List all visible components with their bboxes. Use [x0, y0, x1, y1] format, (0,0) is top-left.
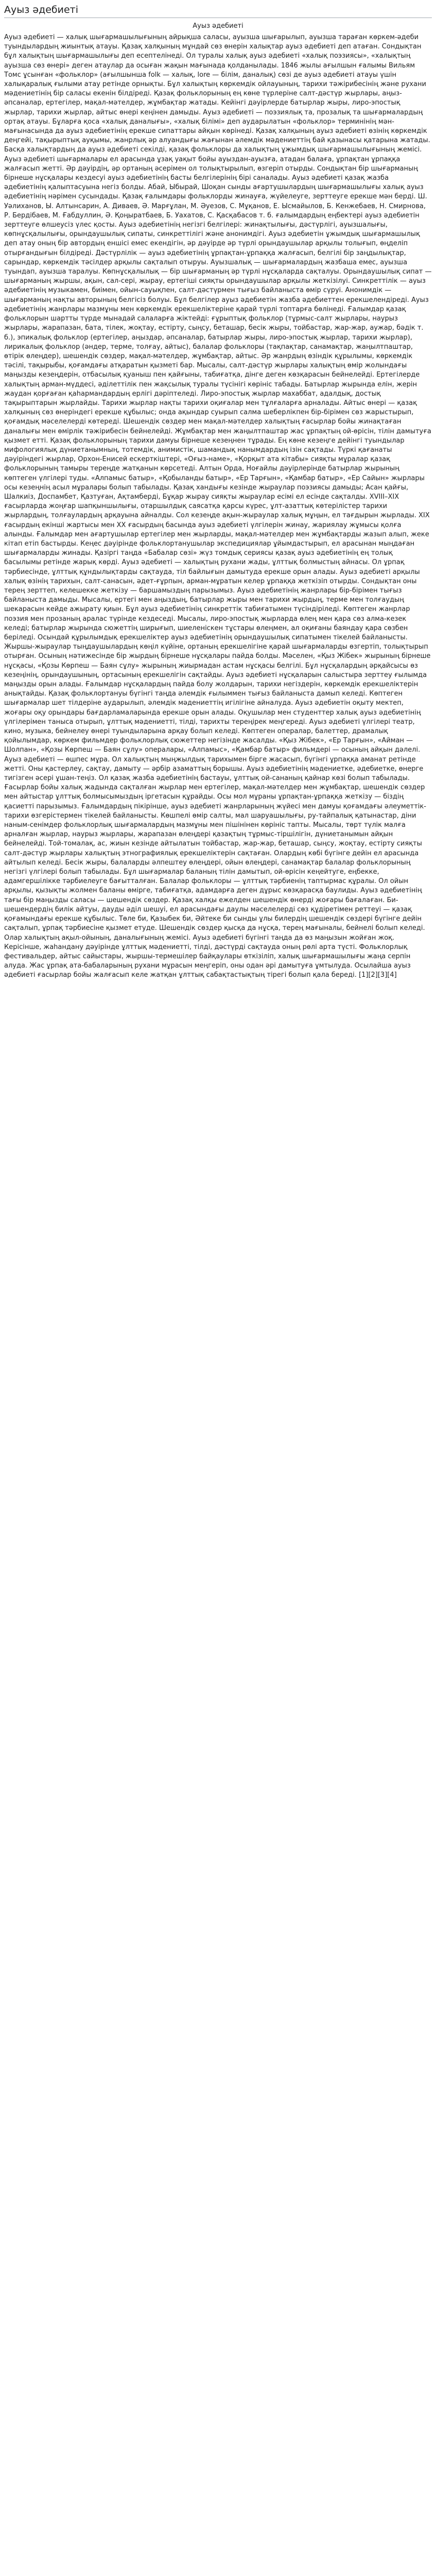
- article-paragraph: Ауыз әдебиеті — халық шығармашылығының айрықша саласы, ауызша шығарылып, ауызша тараған көркем-әдеби туындылардың жиынтық атауы. Қазақ халқының мұндай сөз өнерін халықтар ауыз әдебиеті деп атаған. Сондықтан бұл халықтың шығармашылығы деп есептелінеді. Ол туралы халық ауыз әдебиеті «халық поэзиясы», «халықтың ауызша сөз өнері» деген атаулар да осыған жақын мағынада қолданылады. 1846 жылы ағылшын ғалымы Вильям Томс ұсынған «фольклор» (ағылшынша folk — халық, lore — білім, даналық) сөзі де ауыз әдебиеті атауы үшін халықаралық ғылыми атау ретінде орнықты. Бұл халықтың көркемдік ойлауының, тарихи тәжірибесінің және рухани мәдениетінің бір саласы екенін білдіреді. Қазақ фольклорының ең көне түрлеріне салт-дәстүр жырлары, аңыз-әпсаналар, ертегілер, мақал-мәтелдер, жұмбақтар жатады. Кейінгі дәуірлерде батырлар жыры, лиро-эпостық жырлар, тарихи жырлар, айтыс өнері кеңінен дамыды. Ауыз әдебиеті — поэзиялық та, прозалық та шығармалардың ортақ атауы. Бұларға қоса «халық даналығы», «халық білімі» деп аударылатын «фольклор» терминінің мән-мағынасында да ауыз әдебиетінің ерекше сипаттары айқын көрінеді. Қазақ халқының ауыз әдебиеті өзінің көркемдік деңгейі, тақырыптық ауқымы, жанрлық әр алуандығы жағынан әлемдік мәдениеттің бай қазынасы қатарына жатады. Басқа халықтардың да ауыз әдебиеті секілді, қазақ фольклоры да халықтың ұжымдық шығармашылығының жемісі. Ауыз әдебиеті шығармалары ел арасында ұзақ уақыт бойы ауыздан-ауызға, атадан балаға, ұрпақтан ұрпаққа жалғасып жетті. Әр дәуірдің, әр ортаның әсерімен ол толықтырылып, өзгеріп отырды. Сондықтан бір шығарманың бірнеше нұсқалары кездесуі ауыз әдебиетінің басты белгілерінің бірі саналады. Ауыз әдебиеті қазақ жазба әдебиетінің қалыптасуына негіз болды. Абай, Ыбырай, Шоқан сынды ағартушылардың шығармашылығы халық ауыз әдебиетінің нәрімен сусындады. Қазақ ғалымдары фольклорды жинауға, жүйелеуге, зерттеуге ерекше мән берді. Ш. Уәлиханов, Ы. Алтынсарин, А. Диваев, Ә. Марғұлан, М. Әуезов, С. Мұқанов, Е. Ысмайылов, Б. Кенжебаев, Н. Смирнова, Р. Бердібаев, М. Ғабдуллин, Ә. Қоңыратбаев, Б. Уахатов, С. Қасқабасов т. б. ғалымдардың еңбектері ауыз әдебиетін зерттеуге өлшеусіз үлес қосты. Ауыз әдебиетінің негізгі белгілері: жинақтылығы, дәстүрлігі, ауызшалығы, көпнұсқалылығы, орындаушылық сипаты, синкреттілігі және анонимдігі. Ауыз әдебиетін ұжымдық шығармашылық деп атау оның бір автордың еншісі емес екендігін, әр дәуірде әр түрлі орындаушылар арқылы толығып, өңделіп отырғандығын білдіреді. Дәстүрлілік — ауыз әдебиетінің ұрпақтан-ұрпаққа жалғасып, белгілі бір заңдылықтар, сарындар, көркемдік тәсілдер арқылы сақталып отыруы. Ауызшалық — шығармалардың жазбаша емес, ауызша туындап, ауызша таралуы. Көпнұсқалылық — бір шығарманың әр түрлі нұсқаларда сақталуы. Орындаушылық сипат — шығарманың жыршы, ақын, сал-сері, жырау, ертегіші сияқты орындаушылар арқылы жеткізілуі. Синкреттілік — ауыз әдебиетінің музыкамен, биімен, ойын-сауықпен, салт-дәстүрмен тығыз байланыста өмір сүруі. Анонимдік — шығарманың нақты авторының белгісіз болуы. Бұл белгілер ауыз әдебиетін жазба әдебиеттен ерекшелендіреді. Ауыз әдебиетінің жанрлары мазмұны мен көркемдік ерекшеліктеріне қарай түрлі топтарға бөлінеді. Ғалымдар қазақ фольклорын шартты түрде мынадай салаларға жіктейді: ғұрыптық фольклор (тұрмыс-салт жырлары, наурыз жырлары, жарапазан, бата, тілек, жоқтау, естірту, сыңсу, беташар, бесік жыры, тойбастар, жар-жар, аужар, бәдік т. б.), эпикалық фольклор (ертегілер, аңыздар, әпсаналар, батырлар жыры, лиро-эпостық жырлар, тарихи жырлар), лирикалық фольклор (әндер, терме, толғау, айтыс), балалар фольклоры (тақпақтар, санамақтар, жаңылтпаштар, өтірік өлеңдер), шешендік сөздер, мақал-мәтелдер, жұмбақтар, айтыс. Әр жанрдың өзіндік құрылымы, көркемдік тәсілі, тақырыбы, қоғамдағы атқаратын қызметі бар. Мысалы, салт-дәстүр жырлары халықтың өмір жолындағы маңызды кезеңдерін, отбасылық қуаныш пен қайғыны, табиғатқа, дінге деген көзқарасын бейнелейді. Ертегілерде халықтың арман-мүддесі, әділеттілік пен жақсылық туралы түсінігі көрініс табады. Батырлар жырында елін, жерін жаудан қорғаған қаһармандардың ерлігі дәріптеледі. Лиро-эпостық жырлар махаббат, адалдық, достық тақырыптарын жырлайды. Тарихи жырлар нақты тарихи оқиғалар мен тұлғаларға арналады. Айтыс өнері — қазақ халқының сөз өнеріндегі ерекше құбылыс; онда ақындар суырып салма шеберлікпен бір-бірімен сөз жарыстырып, қоғамдық мәселелерді көтереді. Шешендік сөздер мен мақал-мәтелдер халықтың ғасырлар бойы жинақтаған даналығы мен өмірлік тәжірибесін бейнелейді. Жұмбақтар мен жаңылтпаштар жас ұрпақтың ой-өрісін, тілін дамытуға қызмет етті. Қазақ фольклорының тарихи дамуы бірнеше кезеңнен тұрады. Ең көне кезеңге дейінгі туындылар мифологиялық дүниетанымның, тотемдік, анимистік, шамандық нанымдардың ізін сақтады. Түркі қағанаты дәуіріндегі жырлар, Орхон-Енисей ескерткіштері, «Оғыз-наме», «Қорқыт ата кітабы» сияқты мұралар қазақ фольклорының тамыры тереңде жатқанын көрсетеді. Алтын Орда, Ноғайлы дәуірлерінде батырлар жырының көптеген үлгілері туды. «Алпамыс батыр», «Қобыланды батыр», «Ер Тарғын», «Қамбар батыр», «Ер Сайын» жырлары осы кезеңнің асыл мұралары болып табылады. Қазақ хандығы кезінде жыраулар поэзиясы дамыды; Асан қайғы, Шалкиіз, Доспамбет, Қазтуған, Ақтамберді, Бұқар жырау сияқты жыраулар есімі ел есінде сақталды. XVIII–XIX ғасырларда жоңғар шапқыншылығы, отаршылдық саясатқа қарсы күрес, ұлт-азаттық көтерілістер тарихи жырлардың, толғаулардың арқауына айналды. Сол кезеңде ақын-жыраулар халық мұңын, ел тағдырын жырлады. XIX ғасырдың екінші жартысы мен XX ғасырдың басында ауыз әдебиеті үлгілерін жинау, жариялау жұмысы қолға алынды. Ғалымдар мен ағартушылар ертегілер мен жырларды, мақал-мәтелдер мен жұмбақтарды жазып алып, жеке кітап етіп бастырды. Кеңес дәуірінде фольклортанушылар экспедициялар ұйымдастырып, ел арасынан мыңдаған шығармаларды жинады. Қазіргі таңда «Бабалар сөзі» жүз томдық сериясы қазақ ауыз әдебиетінің ең толық басылымы ретінде жарық көрді. Ауыз әдебиеті — халықтың рухани жады, ұлттық болмыстың айнасы. Ол ұрпақ тәрбиесінде, ұлттық құндылықтарды сақтауда, тіл байлығын дамытуда ерекше орын алады. Ауыз әдебиеті арқылы халық өзінің тарихын, салт-санасын, әдет-ғұрпын, арман-мұратын келер ұрпаққа жеткізіп отырды. Сондықтан оны терең зерттеп, келешекке жеткізу — баршамыздың парызымыз. Ауыз әдебиетінің жанрлары бір-бірімен тығыз байланыста дамыды. Мысалы, ертегі мен аңыздың, батырлар жыры мен тарихи жырдың, терме мен толғаудың шекарасын кейде ажырату қиын. Бұл ауыз әдебиетінің синкреттік табиғатымен түсіндіріледі. Көптеген жанрлар поэзия мен прозаның аралас түрінде кездеседі. Мысалы, лиро-эпостық жырларда өлең мен қара сөз алма-кезек келеді; батырлар жырында сюжеттің ширығып, шиеленіскен тұстары өлеңмен, ал оқиғаны баяндау қара сөзбен беріледі. Осындай құрылымдық ерекшеліктер ауыз әдебиетінің орындаушылық сипатымен тікелей байланысты. Жыршы-жыраулар тыңдаушылардың көңіл күйіне, ортаның ерекшелігіне қарай шығармаларды өзгертіп, толықтырып отырған. Осының нәтижесінде бір жырдың бірнеше нұсқалары пайда болды. Мәселен, «Қыз Жібек» жырының бірнеше нұсқасы, «Қозы Көрпеш — Баян сұлу» жырының жиырмадан астам нұсқасы белгілі. Бұл нұсқалардың әрқайсысы өз кезеңінің, орындаушының, ортасының ерекшелігін сақтайды. Ауыз әдебиеті нұсқаларын салыстыра зерттеу ғылымда маңызды орын алады. Ғалымдар нұсқалардың пайда болу жолдарын, тарихи негіздерін, көркемдік ерекшеліктерін анықтайды. Қазақ фольклортануы бүгінгі таңда әлемдік ғылыммен тығыз байланыста дамып келеді. Көптеген шығармалар шет тілдеріне аударылып, әлемдік мәдениеттің игілігіне айналуда. Ауыз әдебиетін оқыту мектеп, жоғары оқу орындары бағдарламаларында ерекше орын алады. Оқушылар мен студенттер халық ауыз әдебиетінің үлгілерімен таныса отырып, ұлттық мәдениетті, тілді, тарихты тереңірек меңгереді. Ауыз әдебиеті үлгілері театр, кино, музыка, бейнелеу өнері туындыларына арқау болып келеді. Көптеген опералар, балеттер, драмалық қойылымдар, көркем фильмдер фольклорлық сюжеттер негізінде жасалды. «Қыз Жібек», «Ер Тарғын», «Айман — Шолпан», «Қозы Көрпеш — Баян сұлу» опералары, «Алпамыс», «Қамбар батыр» фильмдері — осының айқын дәлелі. Ауыз әдебиеті — өшпес мұра. Ол халықтың мыңжылдық тарихымен бірге жасасып, бүгінгі ұрпаққа аманат ретінде жетті. Оны қастерлеу, сақтау, дамыту — әрбір азаматтың борышы. Ауыз әдебиетінің мәдениетке, әдебиетке, өнерге тигізген әсері ұшан-теңіз. Ол қазақ жазба әдебиетінің бастауы, ұлттық ой-сананың қайнар көзі болып табылады. Ғасырлар бойы халық жадында сақталған жырлар мен ертегілер, мақал-мәтелдер мен жұмбақтар, шешендік сөздер мен айтыстар ұлттық болмысымыздың іргетасын құрайды. Осы мол мұраны ұрпақтан-ұрпаққа жеткізу — біздің қасиетті парызымыз. Ғалымдардың пікірінше, ауыз әдебиеті жанрларының жүйесі мен дамуы қоғамдағы әлеуметтік-тарихи өзгерістермен тікелей байланысты. Көшпелі өмір салты, мал шаруашылығы, ру-тайпалық қатынастар, діни наным-сенімдер фольклорлық шығармалардың мазмұны мен пішінінен көрініс тапты. Мысалы, төрт түлік малға арналған жырлар, наурыз жырлары, жарапазан өлеңдері қазақтың тұрмыс-тіршілігін, дүниетанымын айқын бейнелейді. Той-томалақ, ас, жиын кезінде айтылатын тойбастар, жар-жар, беташар, сыңсу, жоқтау, естірту сияқты салт-дәстүр жырлары халықтың этнографиялық ерекшеліктерін сақтаған. Олардың көбі бүгінге дейін ел арасында айтылып келеді. Бесік жыры, балаларды әлпештеу өлеңдері, ойын өлеңдері, санамақтар балалар фольклорының негізгі үлгілері болып табылады. Бұл шығармалар баланың тілін дамытып, ой-өрісін кеңейтуге, еңбекке, адамгершілікке тәрбиелеуге бағытталған. Балалар фольклоры — ұлттық тәрбиенің таптырмас құралы. Ол ойын арқылы, қызықты жолмен баланы өмірге, табиғатқа, адамдарға деген дұрыс көзқарасқа баулиды. Ауыз әдебиетінің тағы бір маңызды саласы — шешендік сөздер. Қазақ халқы ежелден шешендік өнерді жоғары бағалаған. Би-шешендердің билік айтуы, дауды әділ шешуі, ел арасындағы даулы мәселелерді сөз құдіретімен реттеуі — қазақ қоғамындағы ерекше құбылыс. Төле би, Қазыбек би, Әйтеке би сынды ұлы билердің шешендік сөздері бүгінге дейін сақталып, ұрпақ тәрбиесіне қызмет етуде. Шешендік сөздер қысқа да нұсқа, терең мағыналы, бейнелі болып келеді. Олар халықтың ақыл-ойының, даналығының жемісі. Ауыз әдебиеті бүгінгі таңда да өз маңызын жойған жоқ. Керісінше, жаһандану дәуірінде ұлттық мәдениетті, тілді, дәстүрді сақтауда оның рөлі арта түсті. Фольклорлық фестивальдер, айтыс сайыстары, жыршы-термешілер байқаулары өткізіліп, халық шығармашылығы жаңа серпін алуда. Жас ұрпақ ата-бабаларының рухани мұрасын меңгеріп, оны одан әрі дамытуға ұмтылуда. Осылайша ауыз әдебиеті ғасырлар бойы жалғасып келе жатқан ұлттық сабақтастықтың тірегі болып қала береді. [1][2][3][4]: [4, 33, 432, 979]
- page-title: Ауыз әдебиеті: [4, 4, 79, 15]
- article-body: [4, 33, 432, 980]
- section-heading: Ауыз әдебиеті: [193, 22, 243, 30]
- article-page: [0, 0, 436, 980]
